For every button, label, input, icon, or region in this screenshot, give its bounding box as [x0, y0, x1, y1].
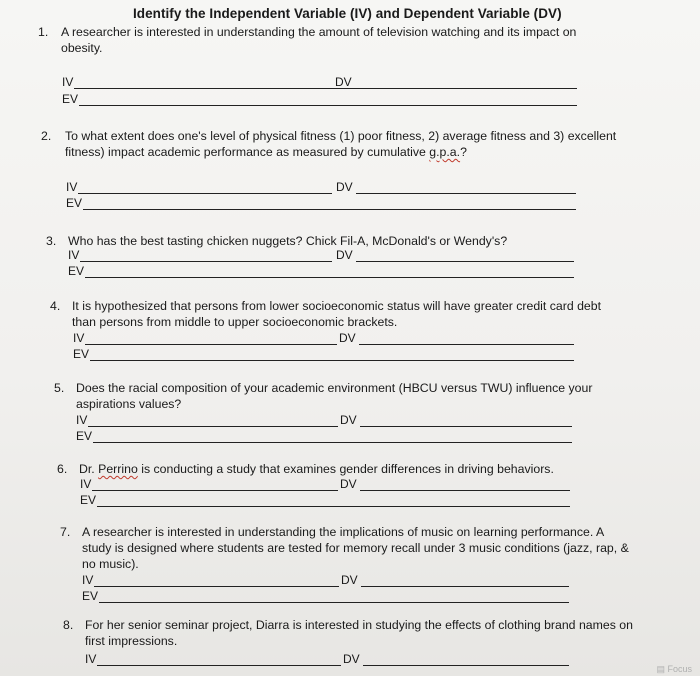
question-line: To what extent does one's level of physical fitness (1) poor fitness, 2) average fitness and 3) excellent [65, 129, 617, 143]
question-text [65, 128, 616, 160]
question-number: 4. [50, 299, 61, 313]
question-line: no music). [82, 557, 139, 571]
iv-answer-line[interactable] [78, 193, 332, 194]
worksheet-title: Identify the Independent Variable (IV) and Dependent Variable (DV) [133, 6, 562, 21]
spellcheck-underline: Perrino [98, 462, 138, 476]
question-line: Does the racial composition of your academic environment (HBCU versus TWU) influence your [76, 381, 593, 395]
iv-label: IV [82, 573, 94, 587]
dv-label: DV [341, 573, 358, 587]
question-number: 3. [46, 234, 57, 248]
dv-label: DV [339, 331, 356, 345]
ev-row [66, 197, 581, 211]
dv-answer-line[interactable] [363, 665, 569, 666]
iv-dv-row [80, 478, 575, 492]
ev-row [68, 265, 578, 279]
focus-label: Focus [667, 664, 692, 674]
question-5 [54, 380, 674, 414]
question-text [76, 380, 592, 412]
question-line: than persons from middle to upper socioeconomic brackets. [72, 315, 398, 329]
question-line: study is designed where students are tested for memory recall under 3 music conditions (jazz, rap, & [82, 541, 629, 555]
question-number: 7. [60, 525, 71, 539]
ev-row [82, 590, 574, 604]
question-2 [41, 128, 681, 162]
question-8 [63, 617, 683, 651]
iv-dv-row [62, 76, 582, 90]
iv-dv-row [68, 249, 578, 263]
ev-label: EV [66, 196, 83, 210]
iv-label: IV [62, 75, 74, 89]
question-line: obesity. [61, 41, 103, 55]
question-line: Who has the best tasting chicken nuggets? Chick Fil-A, McDonald's or Wendy's? [68, 234, 508, 248]
ev-label: EV [62, 92, 79, 106]
question-line: fitness) impact academic performance as measured by cumulative g.p.a.? [65, 145, 467, 159]
dv-answer-line[interactable] [359, 344, 574, 345]
ev-row [76, 430, 576, 444]
question-1 [38, 24, 678, 58]
focus-mode-button[interactable] [622, 664, 692, 674]
dv-label: DV [340, 477, 357, 491]
ev-answer-line[interactable] [83, 209, 576, 210]
question-line: first impressions. [85, 634, 178, 648]
question-line: Dr. Perrino is conducting a study that examines gender differences in driving behaviors. [79, 462, 554, 476]
dv-answer-line[interactable] [361, 586, 569, 587]
iv-dv-row [66, 181, 581, 195]
ev-answer-line[interactable] [97, 506, 570, 507]
dv-label: DV [336, 248, 353, 262]
ev-label: EV [68, 264, 85, 278]
dv-answer-line[interactable] [355, 88, 577, 89]
iv-label: IV [80, 477, 92, 491]
ev-label: EV [76, 429, 93, 443]
ev-answer-line[interactable] [90, 360, 574, 361]
iv-answer-line[interactable] [80, 261, 332, 262]
question-text [72, 298, 601, 330]
iv-dv-row [85, 653, 575, 667]
dv-answer-line[interactable] [356, 261, 574, 262]
iv-dv-row [73, 332, 578, 346]
dv-answer-line[interactable] [360, 426, 572, 427]
question-number: 2. [41, 129, 52, 143]
question-line: A researcher is interested in understanding the amount of television watching and its impact on [61, 25, 577, 39]
ev-label: EV [73, 347, 90, 361]
ev-row [62, 93, 582, 107]
spellcheck-underline: g.p.a. [429, 145, 461, 159]
question-number: 6. [57, 462, 68, 476]
question-text [79, 461, 554, 477]
dv-label: DV [343, 652, 360, 666]
question-number: 1. [38, 25, 49, 39]
iv-answer-line[interactable] [94, 586, 339, 587]
question-text [61, 24, 576, 56]
iv-answer-line[interactable] [92, 490, 338, 491]
iv-dv-row [76, 414, 576, 428]
dv-label: DV [335, 75, 352, 89]
iv-label: IV [85, 652, 97, 666]
ev-answer-line[interactable] [85, 277, 574, 278]
dv-answer-line[interactable] [356, 193, 576, 194]
ev-label: EV [82, 589, 99, 603]
ev-answer-line[interactable] [99, 602, 569, 603]
iv-answer-line[interactable] [85, 344, 337, 345]
ev-row [80, 494, 575, 508]
question-line: It is hypothesized that persons from lower socioeconomic status will have greater credit card debt [72, 299, 602, 313]
iv-label: IV [73, 331, 85, 345]
question-text [82, 524, 629, 572]
iv-label: IV [66, 180, 78, 194]
ev-label: EV [80, 493, 97, 507]
question-text [85, 617, 633, 649]
question-number: 5. [54, 381, 65, 395]
question-line: A researcher is interested in understanding the implications of music on learning performance. A [82, 525, 605, 539]
iv-answer-line[interactable] [88, 426, 338, 427]
question-6 [57, 461, 677, 478]
dv-label: DV [336, 180, 353, 194]
ev-row [73, 348, 578, 362]
ev-answer-line[interactable] [79, 105, 577, 106]
focus-icon: ▤ [656, 664, 665, 674]
iv-answer-line[interactable] [97, 665, 341, 666]
question-7 [60, 524, 680, 574]
dv-label: DV [340, 413, 357, 427]
question-3 [46, 233, 666, 250]
ev-answer-line[interactable] [93, 442, 572, 443]
iv-label: IV [68, 248, 80, 262]
iv-dv-row [82, 574, 574, 588]
question-line: aspirations values? [76, 397, 182, 411]
question-number: 8. [63, 618, 74, 632]
question-line: For her senior seminar project, Diarra is interested in studying the effects of clothing brand names on [85, 618, 633, 632]
question-4 [50, 298, 670, 332]
question-text [68, 233, 507, 249]
dv-answer-line[interactable] [360, 490, 570, 491]
iv-label: IV [76, 413, 88, 427]
